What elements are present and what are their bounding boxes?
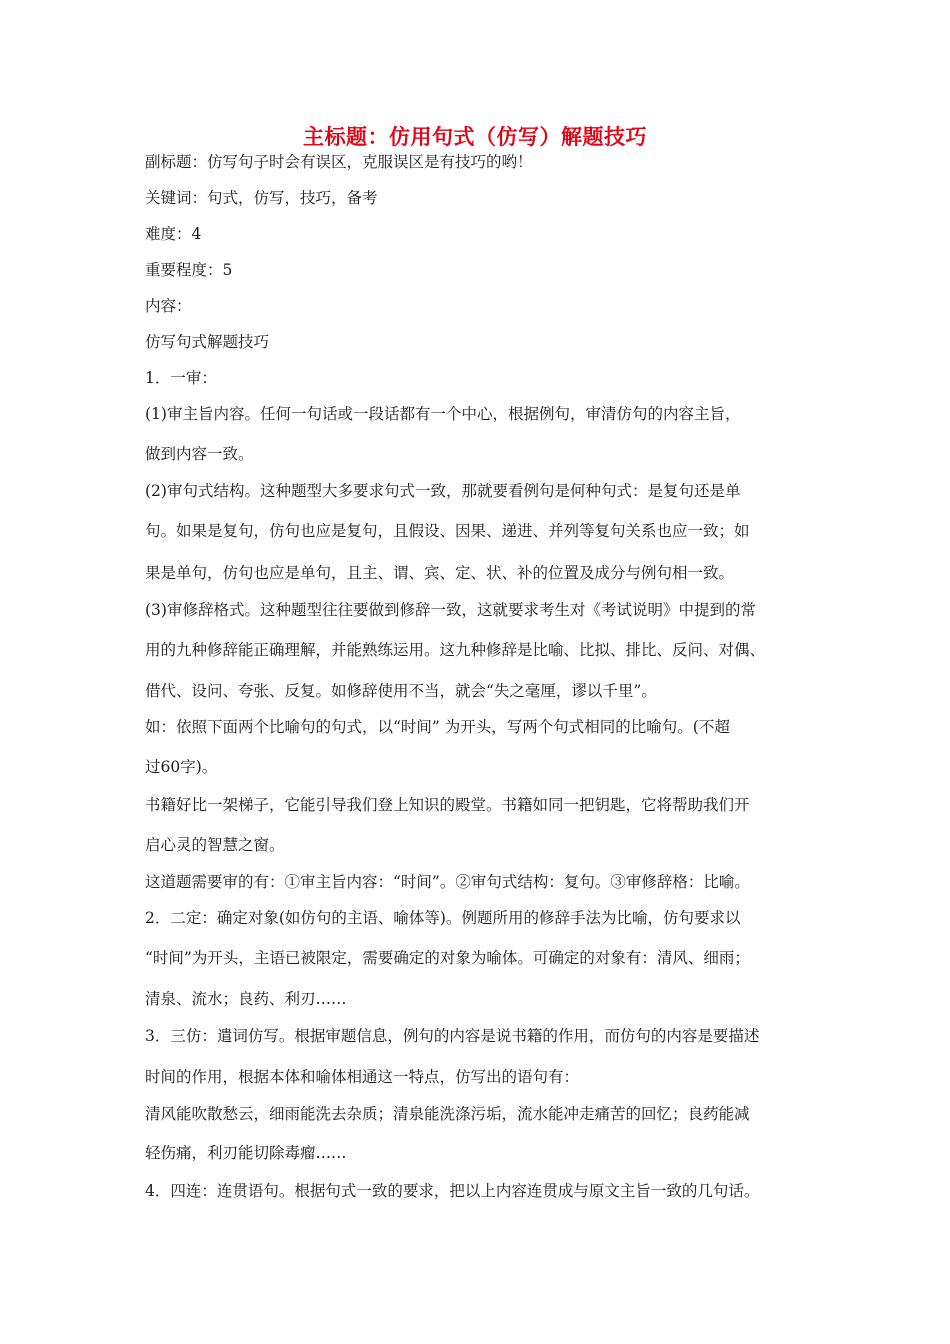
paragraph-line: (3)审修辞格式。这种题型往往要做到修辞一致，这就要求考生对《考试说明》中提到的常 xyxy=(145,601,756,619)
step-3-line: 3．三仿：遣词仿写。根据审题信息，例句的内容是说书籍的作用，而仿句的内容是要描述 xyxy=(145,1027,760,1045)
paragraph-line: (1)审主旨内容。任何一句话或一段话都有一个中心，根据例句，审清仿句的内容主旨， xyxy=(145,405,741,423)
paragraph-line: 做到内容一致。 xyxy=(145,445,254,463)
paragraph-line: 时间的作用，根据本体和喻体相通这一特点，仿写出的语句有： xyxy=(145,1068,580,1086)
importance-line: 重要程度：5 xyxy=(145,261,233,279)
paragraph-line: “时间”为开头，主语已被限定，需要确定的对象为喻体。可确定的对象有：清风、细雨； xyxy=(145,949,750,967)
example-line: 启心灵的智慧之窗。 xyxy=(145,836,285,854)
section-heading: 仿写句式解题技巧 xyxy=(145,333,270,351)
paragraph-line: 过60字)。 xyxy=(145,758,218,776)
paragraph-line: 这道题需要审的有：①审主旨内容：“时间”。②审句式结构：复句。③审修辞格：比喻。 xyxy=(145,873,750,891)
paragraph-line: 如：依照下面两个比喻句的句式，以“时间” 为开头，写两个句式相同的比喻句。(不超 xyxy=(145,718,730,736)
example-line: 书籍好比一架梯子，它能引导我们登上知识的殿堂。书籍如同一把钥匙，它将帮助我们开 xyxy=(145,796,750,814)
paragraph-line: 清泉、流水；良药、利刃…… xyxy=(145,990,347,1008)
paragraph-line: 用的九种修辞能正确理解，并能熟练运用。这九种修辞是比喻、比拟、排比、反问、对偶、 xyxy=(145,641,766,659)
paragraph-line: 句。如果是复句，仿句也应是复句，且假设、因果、递进、并列等复句关系也应一致；如 xyxy=(145,522,750,540)
paragraph-line: 清风能吹散愁云，细雨能洗去杂质；清泉能洗涤污垢，流水能冲走痛苦的回忆；良药能减 xyxy=(145,1105,750,1123)
difficulty-line: 难度：4 xyxy=(145,225,202,243)
keywords-line: 关键词：句式，仿写，技巧，备考 xyxy=(145,189,378,207)
main-title: 主标题：仿用句式（仿写）解题技巧 xyxy=(303,125,647,149)
step-4-line: 4．四连：连贯语句。根据句式一致的要求，把以上内容连贯成与原文主旨一致的几句话。 xyxy=(145,1182,760,1200)
paragraph-line: 借代、设问、夸张、反复。如修辞使用不当，就会“失之毫厘，谬以千里”。 xyxy=(145,682,657,700)
subtitle-line: 副标题：仿写句子时会有误区，克服误区是有技巧的哟！ xyxy=(145,153,533,171)
step-1-heading: 1．一审： xyxy=(145,369,217,387)
paragraph-line: 轻伤痛，利刃能切除毒瘤…… xyxy=(145,1144,347,1162)
paragraph-line: (2)审句式结构。这种题型大多要求句式一致，那就要看例句是何种句式：是复句还是单 xyxy=(145,482,741,500)
paragraph-line: 果是单句，仿句也应是单句，且主、谓、宾、定、状、补的位置及成分与例句相一致。 xyxy=(145,564,735,582)
content-label: 内容： xyxy=(145,297,192,315)
step-2-line: 2．二定：确定对象(如仿句的主语、喻体等)。例题所用的修辞手法为比喻，仿句要求以 xyxy=(145,909,741,927)
